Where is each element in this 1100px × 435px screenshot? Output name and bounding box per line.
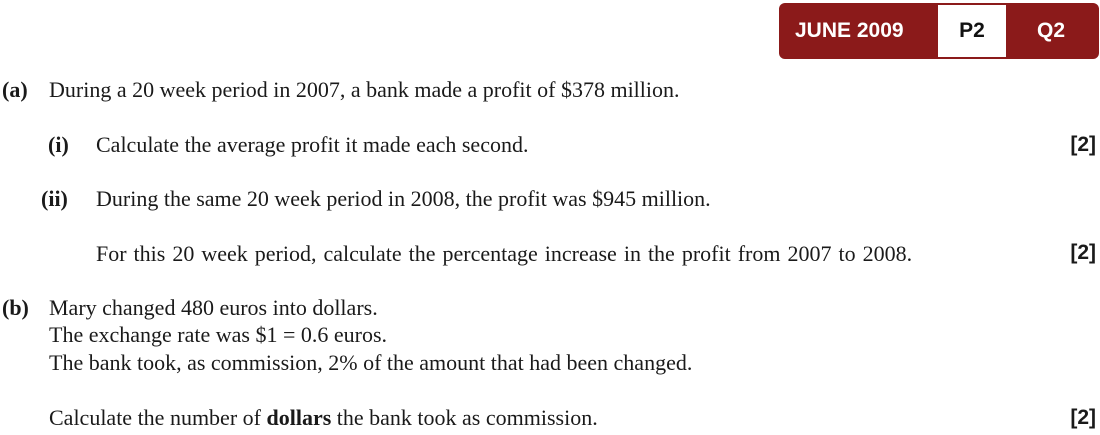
question-header-badge bbox=[779, 3, 1099, 59]
exam-date: JUNE 2009 bbox=[795, 19, 904, 42]
part-a-label: (a) bbox=[2, 77, 28, 102]
part-b-question-start: Calculate the number of bbox=[49, 405, 267, 430]
sub-ii-marks: [2] bbox=[1070, 241, 1096, 264]
part-b-line-2: The exchange rate was $1 = 0.6 euros. bbox=[49, 322, 388, 347]
part-b-marks: [2] bbox=[1070, 406, 1096, 429]
sub-i-marks: [2] bbox=[1070, 133, 1096, 156]
paper-number: P2 bbox=[938, 5, 1006, 57]
sub-ii-label: (ii) bbox=[41, 186, 68, 211]
sub-ii-text-1: During the same 20 week period in 2008, the profit was $945 million. bbox=[96, 186, 711, 211]
part-a-text: During a 20 week period in 2007, a bank made a profit of $378 million. bbox=[49, 77, 680, 102]
part-b-line-3: The bank took, as commission, 2% of the amount that had been changed. bbox=[49, 350, 693, 375]
sub-ii-text-2: For this 20 week period, calculate the percentage increase in the profit from 2007 to 2008. bbox=[96, 241, 913, 266]
question-number: Q2 bbox=[1037, 19, 1066, 42]
part-b-label: (b) bbox=[2, 295, 29, 320]
sub-i-label: (i) bbox=[48, 132, 69, 157]
part-b-question-end: the bank took as commission. bbox=[331, 405, 598, 430]
part-b-line-1: Mary changed 480 euros into dollars. bbox=[49, 295, 378, 320]
sub-i-text: Calculate the average profit it made each second. bbox=[96, 132, 529, 157]
part-b-question-bold: dollars bbox=[266, 405, 332, 430]
part-b-question bbox=[49, 404, 598, 432]
